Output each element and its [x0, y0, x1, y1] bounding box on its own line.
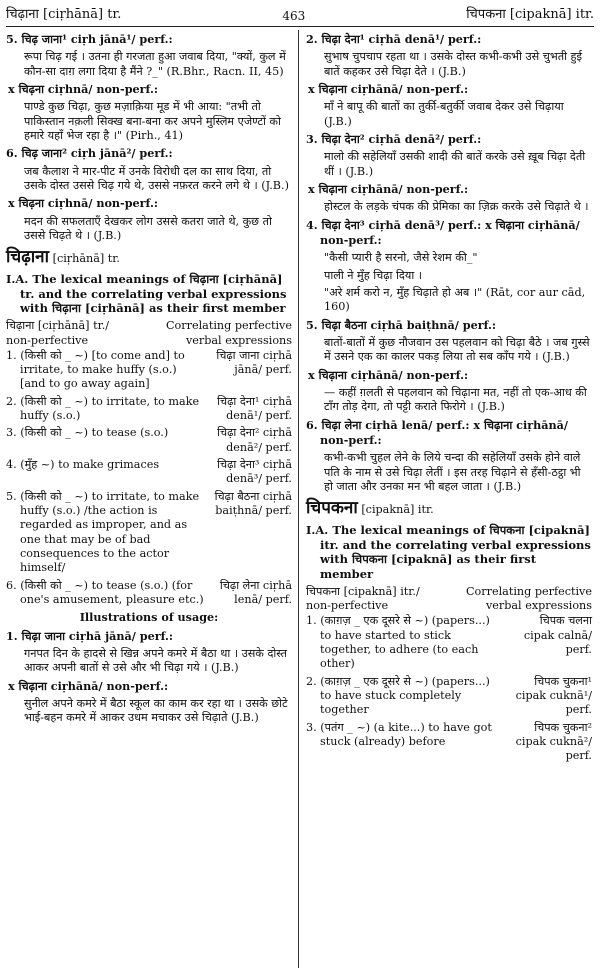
table-header-right-2: Correlating perfective verbal expressions	[465, 584, 592, 613]
meaning-row-1-left: 1. (किसी को _ ~) [to come and] to irritate, to make huffy (s.o.) [and to go away again]	[6, 348, 185, 391]
entry-6-nonperf-example: मदन की सफलताएँ देखकर लोग उससे कतरा जाते थे, कुछ तो उससे चिढ़ते थे । (J.B.)	[24, 214, 272, 242]
illus-4-example-1: "कैसी प्यारी है सरनो, जैसे रेशम की_"	[324, 251, 478, 265]
illustrations-heading: Illustrations of usage:	[79, 610, 219, 625]
cipak-row-3-right: चिपक चुकना² cipak cuknā²/ perf.	[515, 720, 592, 763]
meaning-row-3-left: 3. (किसी को _ ~) to tease (s.o.)	[6, 426, 169, 440]
illus-3-example: मालो की सहेलियाँ उसकी शादी की बातें करके उसे ख़ूब चिढ़ा देती थीं । (J.B.)	[324, 150, 586, 178]
illus-1-heading: 1. चिढ़ा जाना ciṛhā jānā/ perf.:	[6, 628, 174, 643]
meaning-row-2-right: चिढ़ा देना¹ ciṛhā denā¹/ perf.	[217, 394, 292, 423]
cipak-row-2-left: 2. (काग़ज़ _ एक दूसरे से ~) (papers...) to have stuck completely together	[306, 674, 490, 717]
left-column	[6, 30, 292, 729]
header-right-entry: चिपकना [cipaknā] itr.	[466, 7, 594, 23]
meaning-row-6-left: 6. (किसी को _ ~) to tease (s.o.) (for one's amusement, pleasure etc.)	[6, 578, 204, 607]
meaning-row	[306, 721, 592, 764]
column-divider	[298, 30, 299, 968]
table-header-left: चिढ़ाना [ciṛhānā] tr./ non-perfective	[6, 319, 110, 347]
meaning-row	[6, 349, 292, 392]
entry-5-heading: 5. चिढ़ जाना¹ ciṛh jānā¹/ perf.:	[6, 32, 173, 46]
meaning-row	[306, 614, 592, 671]
entry-6-heading: 6. चिढ़ जाना² ciṛh jānā²/ perf.:	[6, 146, 173, 161]
illus-1-nonperf-heading: x चिढ़ाना ciṛhānā/ non-perf.:	[8, 678, 169, 693]
illus-3-nonperf-heading: x चिढ़ाना ciṛhānā/ non-perf.:	[308, 181, 469, 196]
meaning-row-6-right: चिढ़ा लेना ciṛhā lenā/ perf.	[219, 578, 292, 607]
table-header	[6, 319, 292, 348]
cipak-row-3-left: 3. (पतंग _ ~) (a kite...) to have got stuck (already) before	[306, 720, 492, 749]
meaning-row-2-left: 2. (किसी को _ ~) to irritate, to make huffy (s.o.)	[6, 394, 200, 423]
meaning-row-3-right: चिढ़ा देना² ciṛhā denā²/ perf.	[217, 426, 292, 454]
meaning-row-4-left: 4. (मुँह ~) to make grimaces	[6, 458, 160, 472]
table-header-2	[306, 585, 592, 614]
illus-6-example: कभी-कभी चुहल लेने के लिये चन्दा की सहेलियाँ उसके होने वाले पति के नाम से उसे चिढ़ा लेतीं । इस तरह चिढ़ाने से हँसी-ठट्ठा भी हो जाता और उनका मन भी बहल जाता । (J.B.)	[324, 451, 581, 493]
cipak-row-1-right: चिपक चलना cipak calnā/ perf.	[523, 614, 592, 657]
meaning-row	[306, 675, 592, 718]
meaning-row	[6, 490, 292, 576]
meaning-row	[6, 458, 292, 487]
header-left-entry: चिढ़ाना [ciṛhānā] tr.	[6, 7, 122, 23]
illus-1-nonperf-example: सुनील अपने कमरे में बैठा स्कूल का काम कर रहा था । उसके छोटे भाई-बहन कमरे में आकर उधम मचाकर उसे चिढ़ाते (J.B.)	[24, 697, 288, 725]
illus-3-nonperf-example: होस्टल के लड़के चंपक की प्रेमिका का ज़िक्र करके उसे चिढ़ाते थे ।	[324, 200, 589, 214]
lexical-meanings-heading: I.A. The lexical meanings of चिढ़ाना [ciṛhānā] tr. and the correlating verbal expressions with चिढ़ाना [ciṛhānā] as their first member	[6, 272, 287, 316]
table-header-left-2: चिपकना [cipaknā] itr./ non-perfective	[306, 584, 420, 613]
illus-1-example: गनपत दिन के हादसे से खिन्न अपने कमरे में बैठा था । उसके दोस्त आकर अपनी बातों से उसे और भी चिढ़ा गये । (J.B.)	[24, 647, 288, 675]
lexical-meanings-heading-2: I.A. The lexical meanings of चिपकना [cipaknā] itr. and the correlating verbal expressions with चिपकना [cipaknā] as their first member	[306, 522, 591, 582]
entry-5-nonperf-heading: x चिढ़ना ciṛhnā/ non-perf.:	[8, 81, 158, 96]
illus-4-heading: 4. चिढ़ा देना³ ciṛhā denā³/ perf.: x चिढ़ाना ciṛhānā/ non-perf.:	[306, 217, 580, 247]
illus-6-heading: 6. चिढ़ा लेना ciṛhā lenā/ perf.: x चिढ़ाना ciṛhānā/ non-perf.:	[306, 417, 568, 447]
illus-2-nonperf-heading: x चिढ़ाना ciṛhānā/ non-perf.:	[308, 81, 469, 96]
meaning-row-5-left: 5. (किसी को _ ~) to irritate, to make huffy (s.o.) /the action is regarded as improper, and as one that may be of bad consequences to the actor himself/	[6, 489, 200, 575]
illus-2-example: सुभाष चुपचाप रहता था । उसके दोस्त कभी-कभी उसे चुभती हुई बातें कहकर उसे चिढ़ा देते । (J.B.)	[324, 50, 582, 78]
table-header-right: Correlating perfective verbal expressions	[165, 319, 292, 347]
headword-cirhana: चिढ़ाना [ciṛhānā] tr.	[6, 247, 120, 268]
meaning-row-4-right: चिढ़ा देना³ ciṛhā denā³/ perf.	[217, 458, 292, 486]
illus-5-nonperf-heading: x चिढ़ाना ciṛhānā/ non-perf.:	[308, 367, 469, 382]
cipak-row-2-right: चिपक चुकना¹ cipak cuknā¹/ perf.	[515, 674, 592, 717]
illus-2-heading: 2. चिढ़ा देना¹ ciṛhā denā¹/ perf.:	[306, 32, 482, 46]
entry-5-example: रूपा चिढ़ गई । उतना ही गरजता हुआ जवाब दिया, "क्यों, कुल में कौन-सा दाग़ लगा दिया है मैंने ?_" (R.Bhr., Racn. II, 45)	[24, 50, 286, 78]
illus-4-example-3: "अरे शर्म करो न, मुँह चिढ़ाते हो अब ।" (Rāt, cor aur cād, 160)	[324, 285, 586, 314]
meaning-row-1-right: चिढ़ा जाना ciṛhā jānā/ perf.	[216, 348, 292, 377]
meaning-row	[6, 395, 292, 424]
cipak-row-1-left: 1. (काग़ज़ _ एक दूसरे से ~) (papers...) to have started to stick together, to adhere (to each other)	[306, 614, 490, 671]
page-number: 463	[282, 8, 306, 23]
illus-5-heading: 5. चिढ़ा बैठना ciṛhā baiṭhnā/ perf.:	[306, 317, 497, 332]
illus-2-nonperf-example: माँ ने बापू की बातों का तुर्की-बतुर्की जवाब देकर उसे चिढ़ाया (J.B.)	[324, 100, 564, 128]
meaning-row	[6, 426, 292, 455]
illus-3-heading: 3. चिढ़ा देना² ciṛhā denā²/ perf.:	[306, 131, 482, 146]
entry-6-example: जब कैलाश ने मार-पीट में उनके विरोधी दल का साथ दिया, तो उसके दोस्त उससे चिढ़ गये थे, उससे नफ़रत करने लगे थे । (J.B.)	[24, 164, 289, 192]
entry-5-nonperf-example: पाण्डे कुछ चिढ़ा, कुछ मज़ाक़िया मूड में भी आया: "तभी तो पाकिस्तान नक़ली सिक्ख बना-बना कर अपने मुस्लिम एजेण्टों को हमारे यहाँ भेज रहा है ।" (Pirh., 41)	[24, 100, 281, 142]
entry-6-nonperf-heading: x चिढ़ना ciṛhnā/ non-perf.:	[8, 196, 158, 211]
illus-5-example: बातों-बातों में कुछ नौजवान उस पहलवान को चिढ़ा बैठे । जब गुस्से में उसने एक का कालर पकड़ लिया तो सब काँप गये । (J.B.)	[324, 335, 590, 364]
illus-4-example-2: पाली ने मुँह चिढ़ा दिया ।	[324, 268, 423, 282]
running-header	[6, 4, 594, 27]
meaning-row-5-right: चिढ़ा बैठना ciṛhā baiṭhnā/ perf.	[214, 489, 292, 518]
illus-5-nonperf-example: — कहीं ग़लती से पहलवान को चिढ़ाना मत, नहीं तो एक-आध की टाँग तोड़ देगा, तो पट्टी कराते फिरोगे । (J.B.)	[324, 385, 587, 414]
right-column	[306, 30, 592, 767]
headword-cipakna: चिपकना [cipaknā] itr.	[306, 498, 434, 519]
meaning-row	[6, 579, 292, 608]
